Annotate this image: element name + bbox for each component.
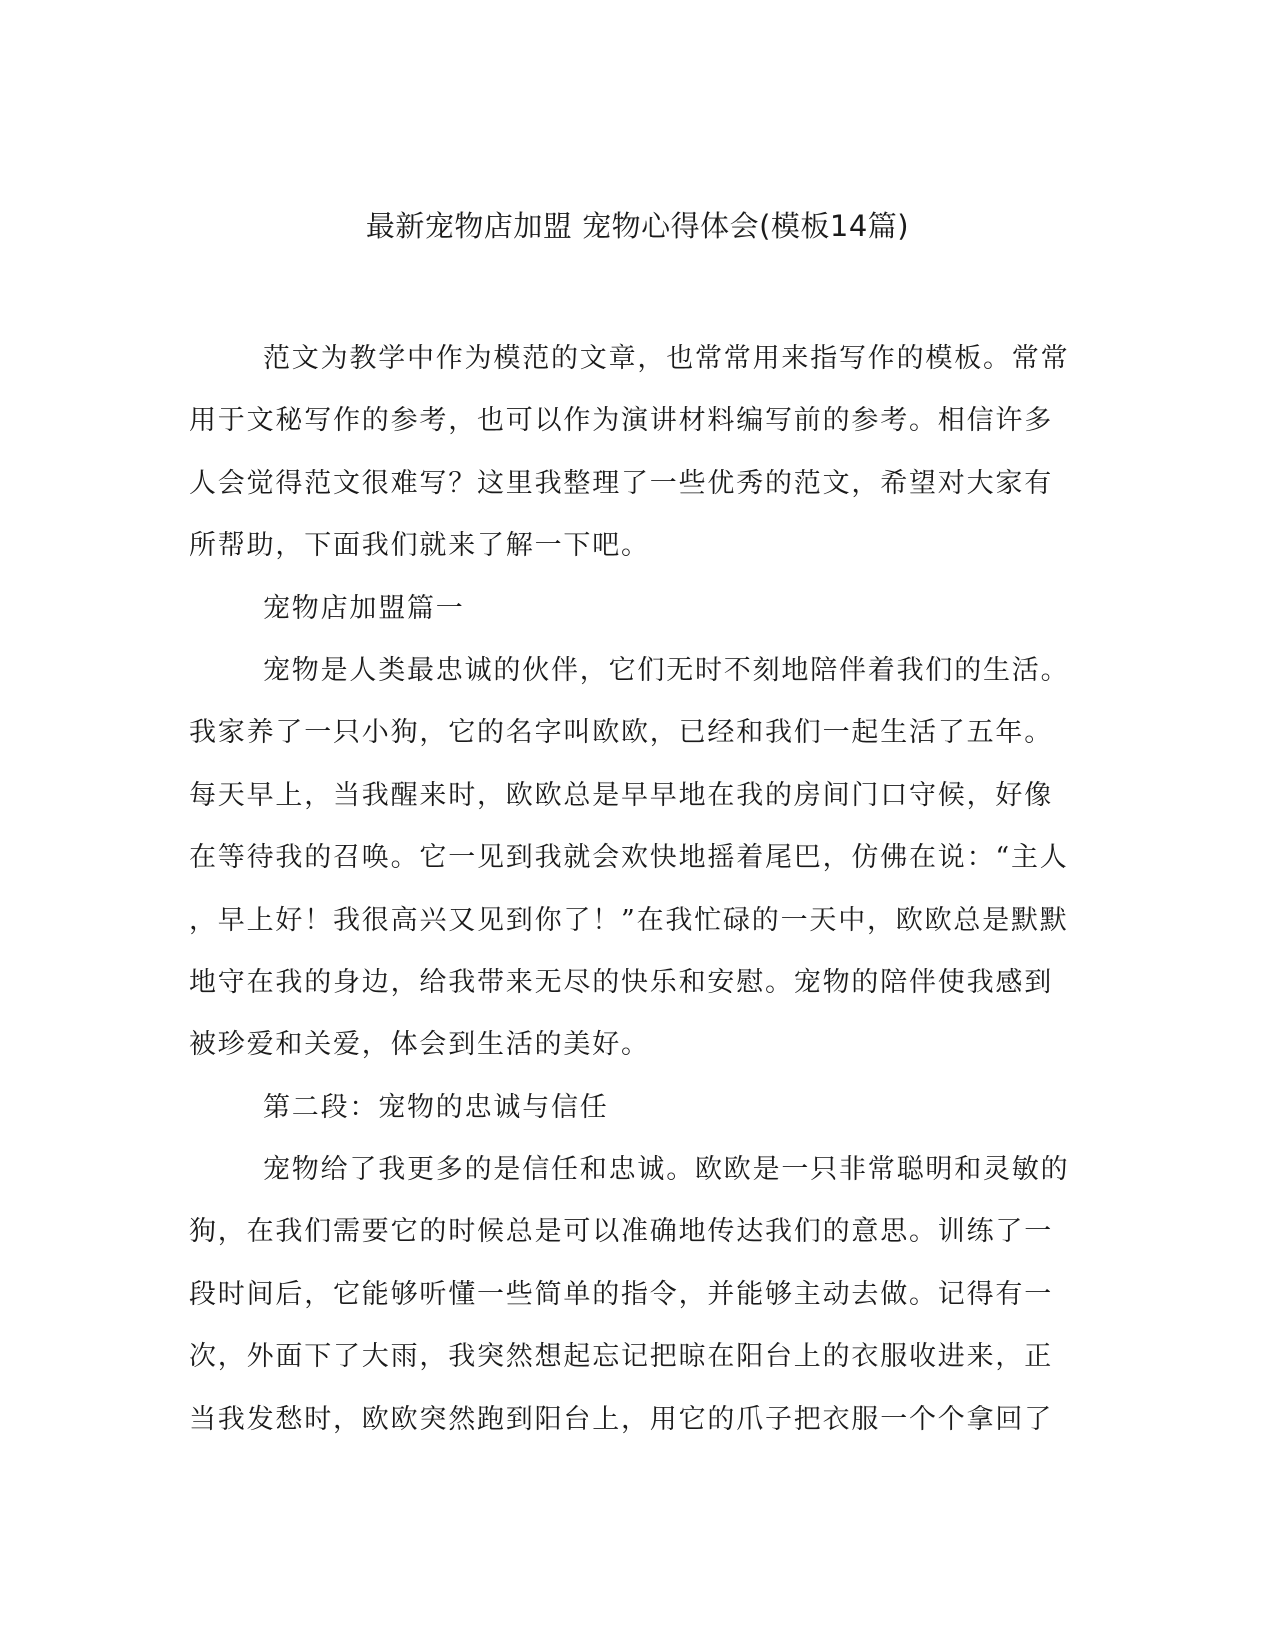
paragraph-line-loyalty-4: 次，外面下了大雨，我突然想起忘记把晾在阳台上的衣服收进来，正 <box>189 1341 1053 1373</box>
paragraph-line-companion-3: 每天早上，当我醒来时，欧欧总是早早地在我的房间门口守候，好像 <box>189 779 1053 811</box>
paragraph-line-loyalty-2: 狗，在我们需要它的时候总是可以准确地传达我们的意思。训练了一 <box>189 1216 1053 1248</box>
paragraph-line-intro-2: 用于文秘写作的参考，也可以作为演讲材料编写前的参考。相信许多 <box>189 405 1053 437</box>
paragraph-line-loyalty-3: 段时间后，它能够听懂一些简单的指令，并能够主动去做。记得有一 <box>189 1278 1053 1310</box>
paragraph-line-companion-1: 宠物是人类最忠诚的伙伴，它们无时不刻地陪伴着我们的生活。 <box>263 654 1070 686</box>
paragraph-line-companion-6: 地守在我的身边，给我带来无尽的快乐和安慰。宠物的陪伴使我感到 <box>189 966 1053 998</box>
document-body <box>189 328 1079 1451</box>
paragraph-line-companion-5: ，早上好！我很高兴又见到你了！”在我忙碌的一天中，欧欧总是默默 <box>189 904 1069 936</box>
paragraph-line-intro-4: 所帮助，下面我们就来了解一下吧。 <box>189 530 650 562</box>
paragraph-line-companion-4: 在等待我的召唤。它一见到我就会欢快地摇着尾巴，仿佛在说：“主人 <box>189 842 1069 874</box>
section-heading-second-paragraph: 第二段：宠物的忠诚与信任 <box>263 1091 609 1123</box>
section-heading-part-one: 宠物店加盟篇一 <box>263 592 465 624</box>
paragraph-line-loyalty-1: 宠物给了我更多的是信任和忠诚。欧欧是一只非常聪明和灵敏的 <box>263 1154 1070 1186</box>
paragraph-line-companion-7: 被珍爱和关爱，体会到生活的美好。 <box>189 1029 650 1061</box>
paragraph-line-intro-3: 人会觉得范文很难写？这里我整理了一些优秀的范文，希望对大家有 <box>189 467 1053 499</box>
paragraph-line-intro-1: 范文为教学中作为模范的文章，也常常用来指写作的模板。常常 <box>263 343 1070 374</box>
paragraph-line-companion-2: 我家养了一只小狗，它的名字叫欧欧，已经和我们一起生活了五年。 <box>189 717 1053 749</box>
paragraph-line-loyalty-5: 当我发愁时，欧欧突然跑到阳台上，用它的爪子把衣服一个个拿回了 <box>189 1403 1053 1435</box>
document-title: 最新宠物店加盟 宠物心得体会(模板14篇) <box>365 209 910 243</box>
